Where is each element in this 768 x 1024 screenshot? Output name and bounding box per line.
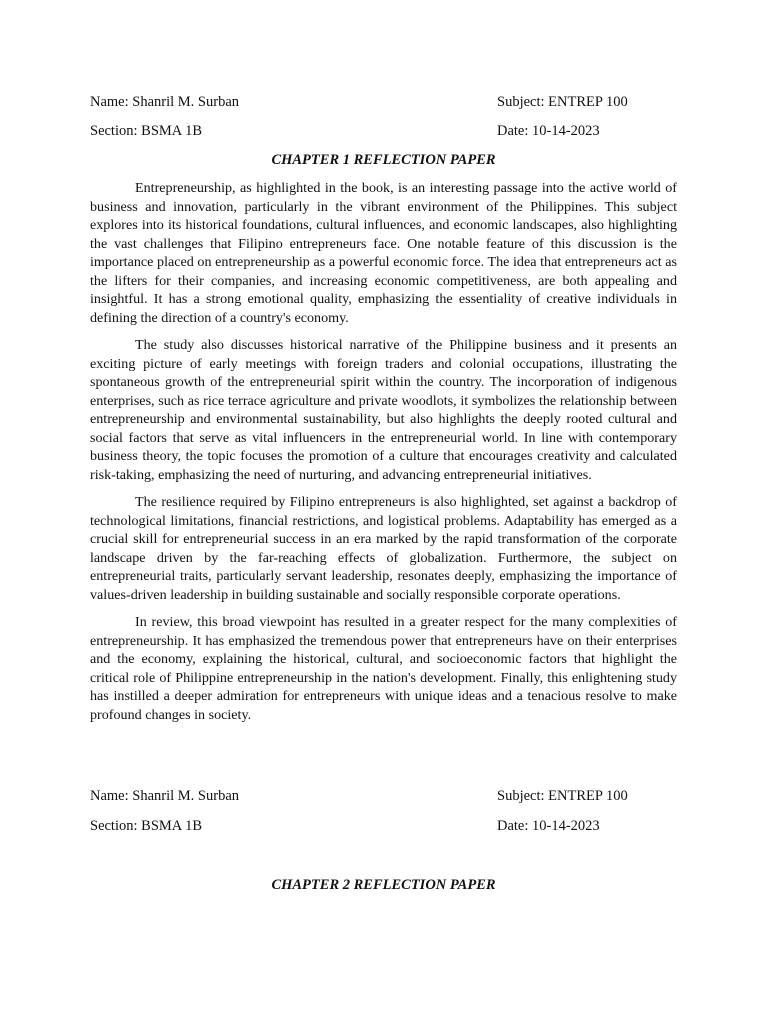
section-label: Section: BSMA 1B <box>90 123 202 139</box>
student-name-2: Name: Shanril M. Surban <box>90 788 240 804</box>
paragraph-2: The study also discusses historical narrative of the Philippine business and it presents an exciting picture of early meetings with foreign traders and colonial occupations, illustrating the spontaneous growth of the entrepreneurial spirit within the country. The incorporation of indigenous enterprises, such as rice terrace agriculture and private woodlots, it symbolizes the relationship between entrepreneurship and environmental sustainability, but also highlights the deeply rooted cultural and social factors that serve as vital influencers in the entrepreneurial world. In line with contemporary business theory, the topic focuses the promotion of a culture that encourages creativity and calculated risk-taking, emphasizing the need of nurturing, and advancing entrepreneurial initiatives. <box>90 337 677 483</box>
date-label-2: Date: 10-14-2023 <box>497 818 600 834</box>
subject-label: Subject: ENTREP 100 <box>497 94 628 110</box>
subject-label-2: Subject: ENTREP 100 <box>497 788 628 804</box>
paragraph-3: The resilience required by Filipino entrepreneurs is also highlighted, set against a backdrop of technological limitations, financial restrictions, and logistical problems. Adaptability has emerged as a crucial skill for entrepreneurial success in an era marked by the rapid transformation of the corporate landscape driven by the far-reaching effects of globalization. Furthermore, the subject on entrepreneurial traits, particularly servant leadership, resonates deeply, emphasizing the importance of values-driven leadership in building sustainable and socially responsible corporate operations. <box>90 494 677 603</box>
student-name: Name: Shanril M. Surban <box>90 94 240 110</box>
paragraph-1: Entrepreneurship, as highlighted in the book, is an interesting passage into the active world of business and innovation, particularly in the vibrant environment of the Philippines. This subject explores into its historical foundations, cultural influences, and economic landscapes, also highlighting the vast challenges that Filipino entrepreneurs face. One notable feature of this discussion is the importance placed on entrepreneurship as a powerful economic force. The idea that entrepreneurs act as the lifters for their companies, and increasing economic competitiveness, are both appealing and insightful. It has a strong emotional quality, emphasizing the essentiality of creative individuals in defining the direction of a country's economy. <box>90 180 677 326</box>
reflection-body <box>90 179 677 733</box>
date-label: Date: 10-14-2023 <box>497 123 600 139</box>
paragraph-4: In review, this broad viewpoint has resulted in a greater respect for the many complexities of entrepreneurship. It has emphasized the tremendous power that entrepreneurs have on their enterprises and the economy, explaining the historical, cultural, and socioeconomic factors that highlight the critical role of Philippine entrepreneurship in the nation's development. Finally, this enlightening study has instilled a deeper admiration for entrepreneurs with unique ideas and a tenacious resolve to make profound changes in society. <box>90 614 677 723</box>
section-label-2: Section: BSMA 1B <box>90 818 202 834</box>
chapter-1-title: CHAPTER 1 REFLECTION PAPER <box>271 152 496 168</box>
chapter-2-title: CHAPTER 2 REFLECTION PAPER <box>271 877 496 893</box>
